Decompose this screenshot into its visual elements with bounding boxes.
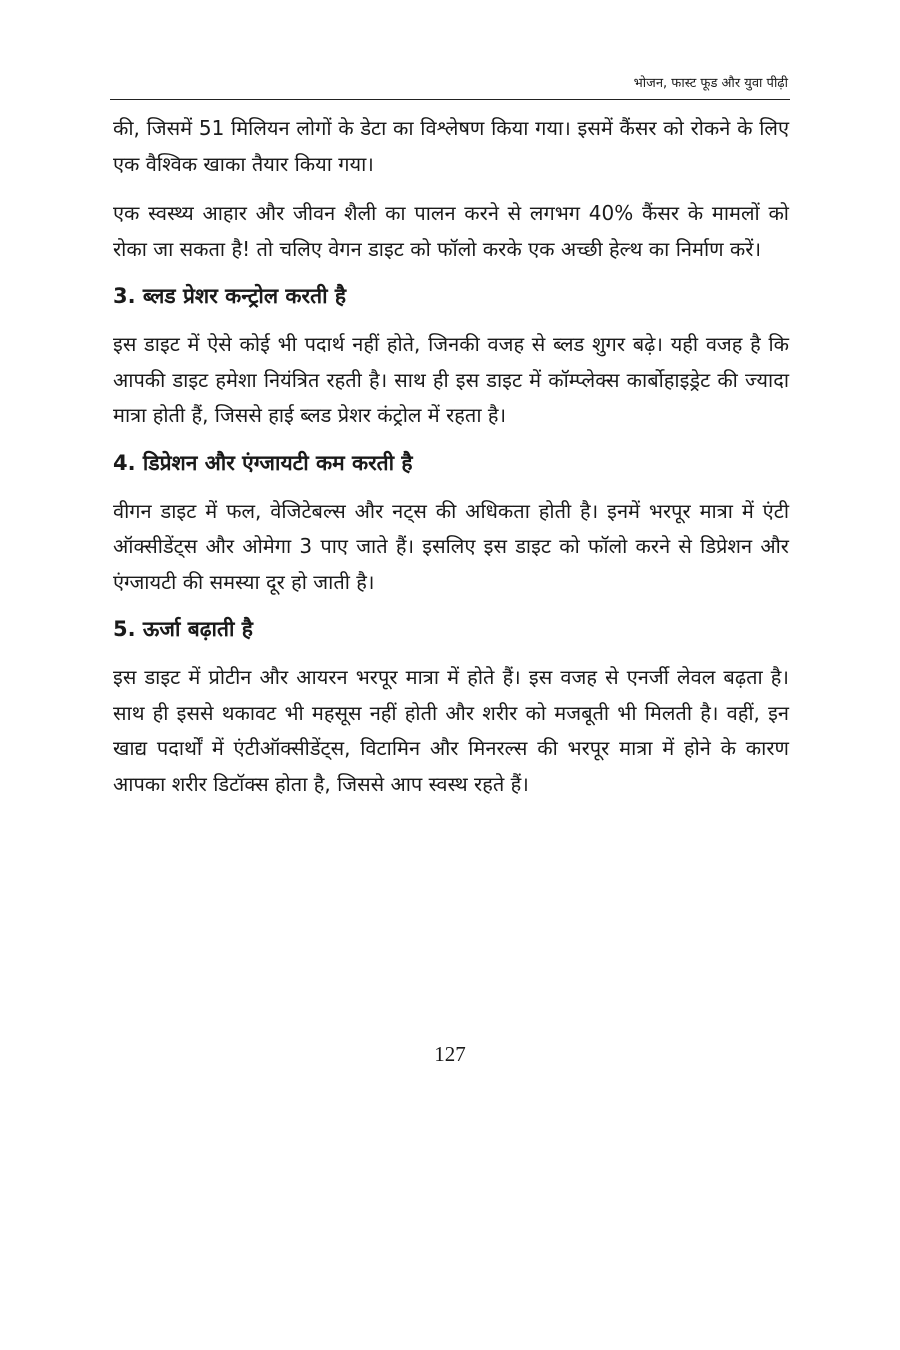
paragraph-5: इस डाइट में प्रोटीन और आयरन भरपूर मात्रा में होते हैं। इस वजह से एनर्जी लेवल बढ़ता है। साथ ही इससे थकावट भी महसूस नहीं होती और शरीर को मजबूती भी मिलती है। वहीं, इन खाद्य पदार्थों में एंटीऑक्सीडेंट्स, विटामिन और मिनरल्स की भरपूर मात्रा में होने के कारण आपका शरीर डिटॉक्स होता है, जिससे आप स्वस्थ रहते हैं। xyxy=(113,665,789,796)
page-body xyxy=(113,111,789,816)
section-heading-3: 3. ब्लड प्रेशर कन्ट्रोल करती है xyxy=(113,284,346,308)
paragraph-1: की, जिसमें 51 मिलियन लोगों के डेटा का विश्लेषण किया गया। इसमें कैंसर को रोकने के लिए एक वैश्विक खाका तैयार किया गया। xyxy=(113,116,789,176)
section-heading-5: 5. ऊर्जा बढ़ाती है xyxy=(113,617,253,641)
paragraph-3: इस डाइट में ऐसे कोई भी पदार्थ नहीं होते, जिनकी वजह से ब्लड शुगर बढ़े। यही वजह है कि आपकी डाइट हमेशा नियंत्रित रहती है। साथ ही इस डाइट में कॉम्प्लेक्स कार्बोहाइड्रेट की ज्यादा मात्रा होती हैं, जिससे हाई ब्लड प्रेशर कंट्रोल में रहता है। xyxy=(113,332,789,427)
paragraph-2: एक स्वस्थ्य आहार और जीवन शैली का पालन करने से लगभग 40% कैंसर के मामलों को रोका जा सकता है! तो चलिए वेगन डाइट को फॉलो करके एक अच्छी हेल्थ का निर्माण करें। xyxy=(113,201,789,261)
running-header: भोजन, फास्ट फूड और युवा पीढ़ी xyxy=(633,76,788,91)
header-rule xyxy=(110,99,790,100)
section-heading-4: 4. डिप्रेशन और एंग्जायटी कम करती है xyxy=(113,450,413,475)
paragraph-4: वीगन डाइट में फल, वेजिटेबल्स और नट्स की अधिकता होती है। इनमें भरपूर मात्रा में एंटी ऑक्सीडेंट्स और ओमेगा 3 पाए जाते हैं। इसलिए इस डाइट को फॉलो करने से डिप्रेशन और एंग्जायटी की समस्या दूर हो जाती है। xyxy=(113,498,789,594)
page-number: 127 xyxy=(434,1042,466,1066)
